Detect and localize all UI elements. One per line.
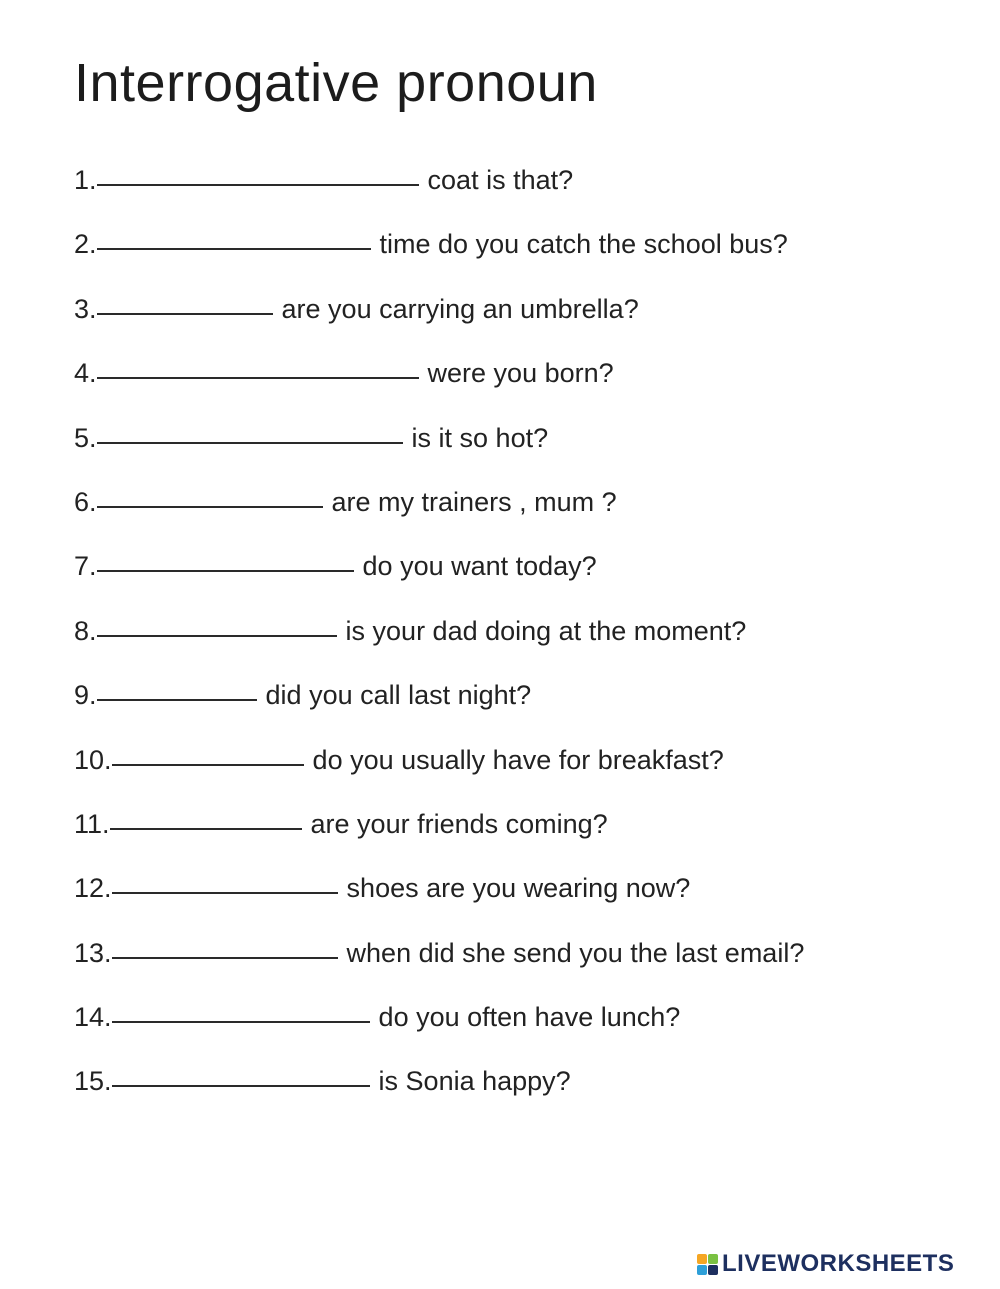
question-item <box>74 866 804 930</box>
answer-blank[interactable] <box>97 609 337 637</box>
question-number: 2. <box>74 229 97 260</box>
answer-blank[interactable] <box>97 416 403 444</box>
question-number: 15. <box>74 1066 112 1097</box>
question-item <box>74 287 804 351</box>
answer-blank[interactable] <box>97 544 354 572</box>
answer-blank[interactable] <box>112 738 304 766</box>
question-text: is it so hot? <box>411 422 549 453</box>
answer-blank[interactable] <box>97 673 257 701</box>
question-text: do you usually have for breakfast? <box>312 744 724 775</box>
question-number: 12. <box>74 873 112 904</box>
question-item <box>74 480 804 544</box>
answer-blank[interactable] <box>97 287 273 315</box>
question-text: shoes are you wearing now? <box>346 873 691 904</box>
answer-blank[interactable] <box>110 802 302 830</box>
question-item <box>74 995 804 1059</box>
answer-blank[interactable] <box>112 931 338 959</box>
question-number: 11. <box>74 808 110 839</box>
logo-text: LIVEWORKSHEETS <box>722 1250 955 1277</box>
logo-square-orange <box>697 1254 707 1264</box>
logo-square-navy <box>708 1265 718 1275</box>
answer-blank[interactable] <box>97 480 323 508</box>
page-title: Interrogative pronoun <box>74 53 598 113</box>
question-list <box>74 158 804 1124</box>
logo-square-green <box>708 1254 718 1264</box>
question-number: 3. <box>74 293 97 324</box>
question-item <box>74 738 804 802</box>
question-item <box>74 931 804 995</box>
question-item <box>74 158 804 222</box>
question-number: 14. <box>74 1002 112 1033</box>
question-text: do you often have lunch? <box>378 1002 681 1033</box>
question-number: 13. <box>74 937 112 968</box>
question-text: is Sonia happy? <box>378 1066 571 1097</box>
question-text: were you born? <box>427 358 614 389</box>
question-number: 5. <box>74 422 97 453</box>
question-item <box>74 222 804 286</box>
question-item <box>74 802 804 866</box>
question-number: 7. <box>74 551 97 582</box>
question-text: is your dad doing at the moment? <box>345 615 747 646</box>
question-number: 8. <box>74 615 97 646</box>
liveworksheets-logo-icon <box>697 1254 718 1275</box>
question-text: are my trainers , mum ? <box>331 486 617 517</box>
question-text: are you carrying an umbrella? <box>281 293 639 324</box>
question-text: when did she send you the last email? <box>346 937 805 968</box>
question-text: time do you catch the school bus? <box>379 229 788 260</box>
question-item <box>74 544 804 608</box>
answer-blank[interactable] <box>97 351 419 379</box>
question-number: 9. <box>74 680 97 711</box>
question-item <box>74 609 804 673</box>
question-item <box>74 416 804 480</box>
question-item <box>74 673 804 737</box>
question-text: coat is that? <box>427 165 574 195</box>
question-text: did you call last night? <box>265 680 532 711</box>
question-text: do you want today? <box>362 551 597 582</box>
answer-blank[interactable] <box>97 222 371 250</box>
question-number: 10. <box>74 744 112 775</box>
question-number: 4. <box>74 358 97 389</box>
liveworksheets-logo <box>697 1252 954 1276</box>
question-text: are your friends coming? <box>310 808 608 839</box>
question-item <box>74 351 804 415</box>
question-number: 6. <box>74 486 97 517</box>
question-item <box>74 1059 804 1123</box>
answer-blank[interactable] <box>112 995 370 1023</box>
answer-blank[interactable] <box>112 1059 370 1087</box>
answer-blank[interactable] <box>112 866 338 894</box>
answer-blank[interactable] <box>97 158 419 186</box>
logo-square-blue <box>697 1265 707 1275</box>
question-number: 1. <box>74 165 97 195</box>
